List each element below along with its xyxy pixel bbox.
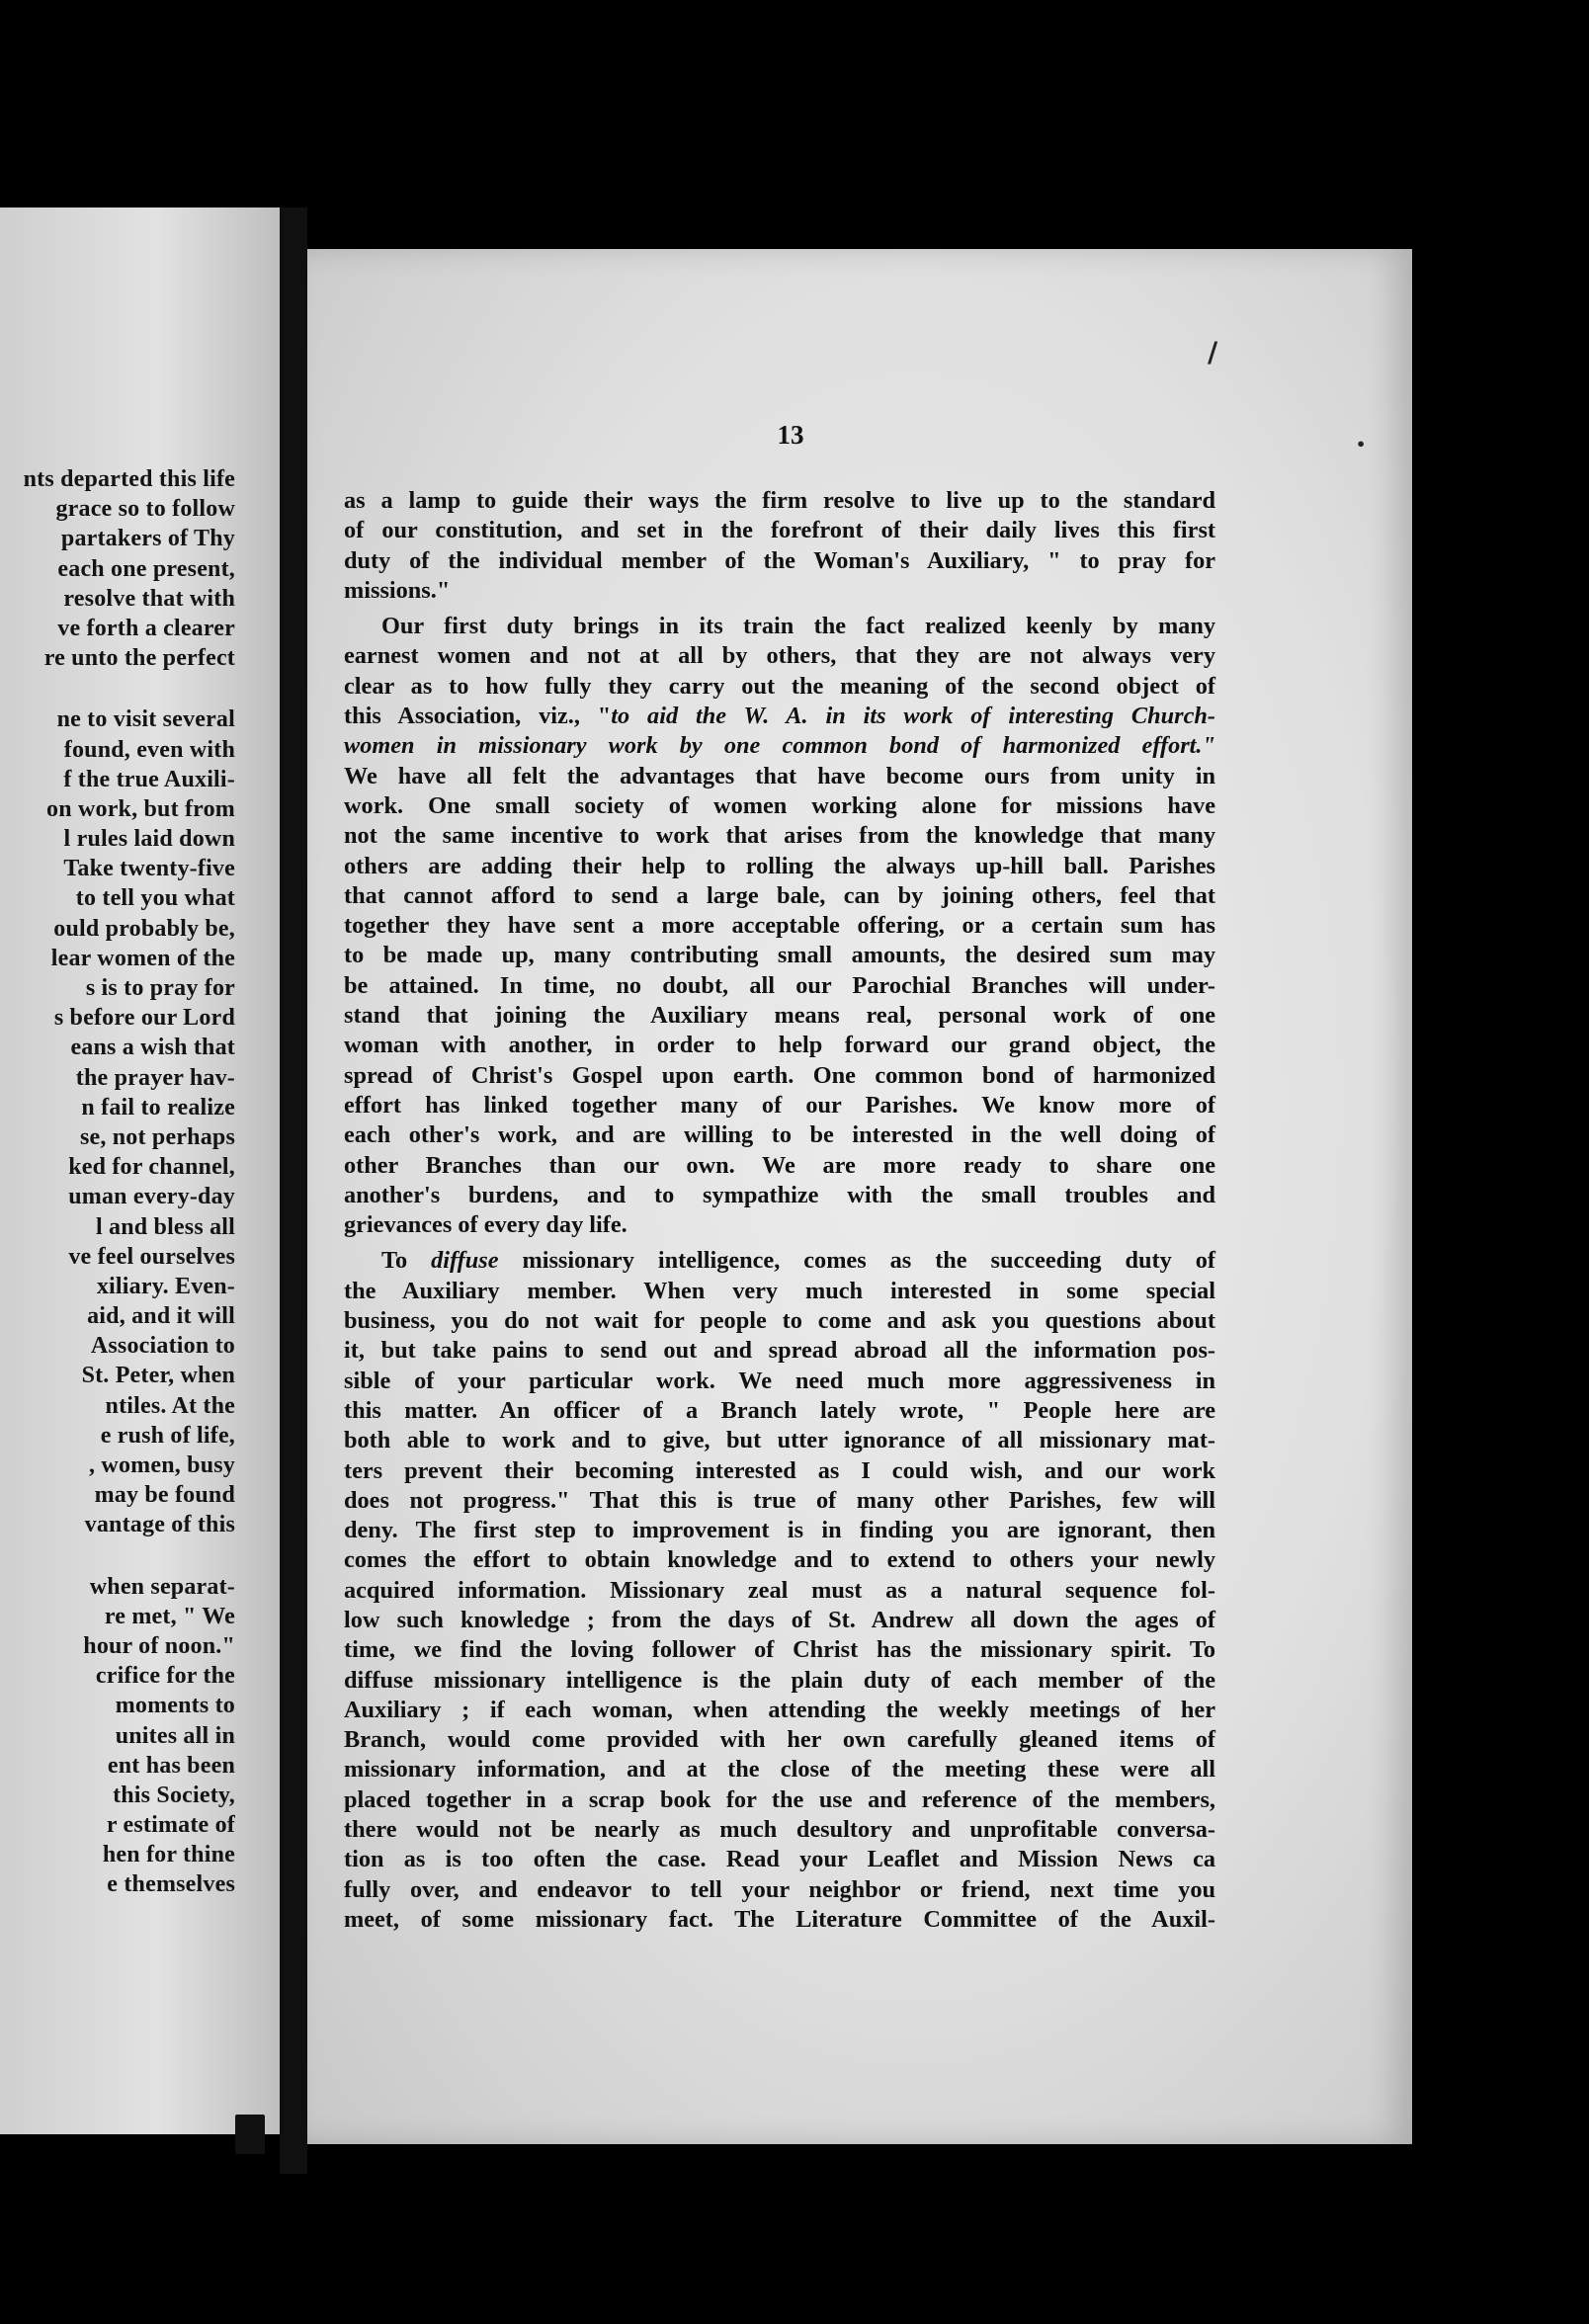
text-line	[344, 731, 1215, 761]
text-line: time, we find the loving follower of Christ has the missionary spirit. To	[344, 1636, 1215, 1664]
left-text-line: lear women of the	[50, 945, 235, 971]
left-text-line: found, even with	[63, 736, 235, 763]
text-line: Our first duty brings in its train the fact realized keenly by many	[381, 613, 1215, 640]
text-line: meet, of some missionary fact. The Literature Committee of the Auxil-	[344, 1905, 1215, 1933]
text-line: business, you do not wait for people to come and ask you questions about	[344, 1307, 1215, 1335]
text-line: stand that joining the Auxiliary means real, personal work of one	[344, 1002, 1215, 1030]
left-text-line: vantage of this	[84, 1512, 235, 1538]
left-text-line: may be found	[94, 1482, 235, 1509]
text-line: another's burdens, and to sympathize with the small troubles and	[344, 1181, 1215, 1208]
text-line: effort has linked together many of our Parishes. We know more of	[344, 1091, 1215, 1119]
left-text-line: moments to	[115, 1693, 235, 1719]
left-text-line: resolve that with	[63, 585, 235, 612]
left-text-line: ked for channel,	[68, 1154, 235, 1181]
text-line: We have all felt the advantages that have become ours from unity in	[344, 762, 1215, 789]
left-text-line: re met, " We	[104, 1603, 235, 1629]
paragraph-3	[344, 1246, 1215, 1935]
left-text-line: ntiles. At the	[105, 1392, 235, 1419]
left-text-line: l and bless all	[95, 1213, 235, 1240]
left-text-line: unites all in	[115, 1722, 235, 1749]
paragraph-1	[344, 486, 1215, 606]
left-text-line: n fail to realize	[81, 1094, 235, 1120]
speck-mark: /	[1208, 336, 1218, 369]
italic-run: to aid the W. A. in its work of interesting Church-	[611, 703, 1215, 730]
text-line: Branch, would come provided with her own carefully gleaned items of	[344, 1726, 1215, 1754]
body-text	[344, 486, 1215, 1935]
text-line: deny. The first step to improvement is in finding you are ignorant, then	[344, 1517, 1215, 1544]
left-text-line: eans a wish that	[70, 1035, 235, 1061]
left-text-line: ne to visit several	[56, 706, 235, 733]
left-text-line: ould probably be,	[53, 915, 235, 942]
text-line: that cannot afford to send a large bale, can by joining others, feel that	[344, 881, 1215, 909]
line-gap	[0, 673, 287, 705]
text-line: sible of your particular work. We need much more aggressiveness in	[344, 1367, 1215, 1394]
left-text-line: re unto the perfect	[43, 645, 235, 672]
text-run: this Association, viz., "	[344, 703, 612, 730]
text-line: spread of Christ's Gospel upon earth. One common bond of harmonized	[344, 1061, 1215, 1089]
text-line: does not progress." That this is true of many other Parishes, few will	[344, 1486, 1215, 1514]
text-line: fully over, and endeavor to tell your neighbor or friend, next time you	[344, 1875, 1215, 1903]
paragraph-2	[344, 612, 1215, 1240]
text-line: the Auxiliary member. When very much interested in some special	[344, 1277, 1215, 1304]
text-line: both able to work and to give, but utter ignorance of all missionary mat-	[344, 1427, 1215, 1454]
text-line: clear as to how fully they carry out the meaning of the second object of	[344, 672, 1215, 700]
left-text-line: s before our Lord	[53, 1005, 235, 1032]
text-line	[344, 1246, 1215, 1276]
left-text-line: this Society,	[113, 1782, 235, 1808]
text-line: there would not be nearly as much desultory and unprofitable conversa-	[344, 1816, 1215, 1844]
text-line	[344, 702, 1215, 731]
text-line: missions."	[344, 576, 451, 604]
left-text-line: Take twenty-five	[63, 856, 235, 882]
text-line: to be made up, many contributing small amounts, the desired sum may	[344, 942, 1215, 969]
left-text-line: ve feel ourselves	[68, 1243, 235, 1270]
left-text-line: se, not perhaps	[79, 1123, 235, 1150]
left-text-line: f the true Auxili-	[63, 766, 235, 792]
text-line: work. One small society of women working alone for missions have	[344, 791, 1215, 819]
speck-dot: •	[1356, 435, 1367, 454]
italic-run: women in missionary work by one common bond of harmonized effort."	[344, 732, 1215, 760]
left-text-line: Association to	[90, 1333, 235, 1360]
gutter-shadow	[235, 2115, 265, 2154]
left-text-line: grace so to follow	[55, 496, 235, 523]
text-line: acquired information. Missionary zeal must as a natural sequence fol-	[344, 1576, 1215, 1604]
text-line: missionary information, and at the close of the meeting these were all	[344, 1756, 1215, 1784]
text-line: this matter. An officer of a Branch lately wrote, " People here are	[344, 1396, 1215, 1424]
left-text-line: ent has been	[107, 1752, 235, 1779]
text-line: of our constitution, and set in the forefront of their daily lives this first	[344, 517, 1215, 544]
text-line: others are adding their help to rolling the always up-hill ball. Parishes	[344, 852, 1215, 879]
left-text-line: ve forth a clearer	[57, 615, 235, 641]
left-text-line: when separat-	[89, 1573, 235, 1600]
left-text-line: each one present,	[57, 555, 235, 582]
text-line: low such knowledge ; from the days of St. Andrew all down the ages of	[344, 1606, 1215, 1633]
text-line: tion as is too often the case. Read your Leaflet and Mission News ca	[344, 1846, 1215, 1873]
text-line: not the same incentive to work that arises from the knowledge that many	[344, 822, 1215, 850]
left-text-line: partakers of Thy	[60, 526, 235, 552]
line-gap	[0, 1540, 287, 1572]
text-line: as a lamp to guide their ways the firm resolve to live up to the standard	[344, 487, 1215, 514]
text-line: duty of the individual member of the Woman's Auxiliary, " to pray for	[344, 546, 1215, 574]
left-text-line: e rush of life,	[100, 1422, 235, 1449]
left-page-text	[0, 464, 287, 1900]
page-number: 13	[777, 420, 804, 450]
text-line: earnest women and not at all by others, that they are not always very	[344, 642, 1215, 670]
left-text-line: the prayer hav-	[75, 1064, 235, 1091]
text-line: it, but take pains to send out and spread abroad all the information pos-	[344, 1337, 1215, 1365]
text-line: each other's work, and are willing to be interested in the well doing of	[344, 1121, 1215, 1149]
left-text-line: uman every-day	[68, 1184, 235, 1210]
left-text-line: , women, busy	[89, 1452, 235, 1478]
left-page-fragment	[0, 208, 287, 2134]
text-line: placed together in a scrap book for the use and reference of the members,	[344, 1785, 1215, 1813]
left-text-line: to tell you what	[75, 885, 235, 912]
left-text-line: hen for thine	[102, 1842, 235, 1868]
text-run: To	[381, 1247, 432, 1275]
text-line: comes the effort to obtain knowledge and to extend to others your newly	[344, 1546, 1215, 1574]
left-text-line: hour of noon."	[83, 1632, 235, 1659]
text-line: woman with another, in order to help forward our grand object, the	[344, 1032, 1215, 1059]
text-line: Auxiliary ; if each woman, when attending the weekly meetings of her	[344, 1696, 1215, 1723]
left-text-line: xiliary. Even-	[96, 1273, 235, 1299]
text-line: other Branches than our own. We are more ready to share one	[344, 1151, 1215, 1179]
page-gutter	[280, 208, 307, 2174]
text-run: missionary intelligence, comes as the succeeding duty of	[498, 1247, 1215, 1275]
left-text-line: on work, but from	[46, 795, 235, 822]
left-text-line: nts departed this life	[23, 466, 235, 492]
text-line: together they have sent a more acceptable offering, or a certain sum has	[344, 912, 1215, 940]
text-line: diffuse missionary intelligence is the plain duty of each member of the	[344, 1666, 1215, 1694]
text-line: ters prevent their becoming interested as I could wish, and our work	[344, 1456, 1215, 1484]
left-text-line: s is to pray for	[85, 975, 235, 1001]
text-line: grievances of every day life.	[344, 1211, 627, 1239]
left-text-line: r estimate of	[106, 1812, 235, 1839]
italic-run: diffuse	[431, 1247, 499, 1275]
left-text-line: crifice for the	[95, 1663, 235, 1690]
left-text-line: St. Peter, when	[81, 1363, 235, 1389]
text-line: be attained. In time, no doubt, all our Parochial Branches will under-	[344, 971, 1215, 999]
left-text-line: e themselves	[107, 1871, 235, 1898]
left-text-line: aid, and it will	[87, 1303, 235, 1330]
left-text-line: l rules laid down	[63, 826, 235, 853]
